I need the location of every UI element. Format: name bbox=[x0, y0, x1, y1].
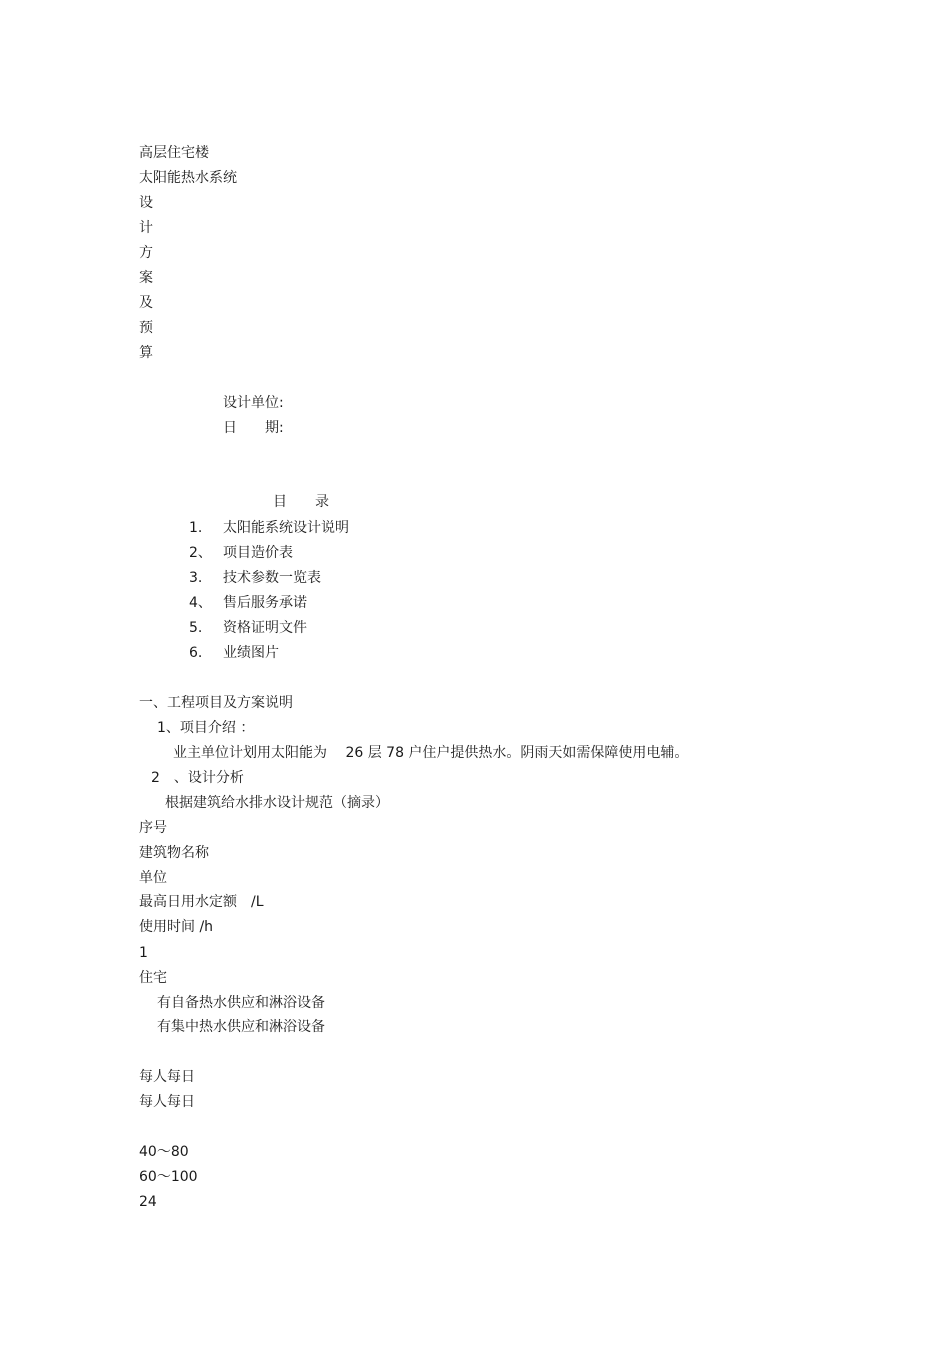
cover-title-char: 方 bbox=[139, 245, 153, 261]
table-header-quota: 最高日用水定额 /L bbox=[139, 894, 264, 910]
table-header-no: 序号 bbox=[139, 820, 167, 836]
section1-sub2-text: 根据建筑给水排水设计规范（摘录） bbox=[165, 795, 389, 811]
table-quota: 60～100 bbox=[139, 1169, 198, 1185]
toc-item-label: 售后服务承诺 bbox=[223, 595, 307, 611]
toc-item-label: 业绩图片 bbox=[223, 645, 279, 661]
toc-item-number: 3. bbox=[189, 570, 203, 586]
table-sub-item: 有自备热水供应和淋浴设备 bbox=[157, 995, 325, 1011]
table-header-building: 建筑物名称 bbox=[139, 845, 209, 861]
table-header-hours: 使用时间 /h bbox=[139, 919, 214, 935]
cover-title-char: 计 bbox=[139, 220, 153, 236]
section1-heading: 一、工程项目及方案说明 bbox=[139, 695, 293, 711]
table-hours: 24 bbox=[139, 1194, 157, 1210]
cover-title-line1: 高层住宅楼 bbox=[139, 145, 209, 161]
table-row-number: 1 bbox=[139, 945, 148, 961]
design-unit-label: 设计单位: bbox=[223, 395, 284, 411]
toc-item-number: 4、 bbox=[189, 595, 212, 611]
toc-item-label: 资格证明文件 bbox=[223, 620, 307, 636]
toc-item-number: 6. bbox=[189, 645, 203, 661]
toc-item-number: 2、 bbox=[189, 545, 212, 561]
cover-title-char: 算 bbox=[139, 345, 153, 361]
date-label: 日 期: bbox=[223, 420, 284, 436]
toc-item-label: 技术参数一览表 bbox=[223, 570, 321, 586]
cover-title-char: 及 bbox=[139, 295, 153, 311]
toc-item-label: 太阳能系统设计说明 bbox=[223, 520, 349, 536]
table-building-name: 住宅 bbox=[139, 970, 167, 986]
cover-title-char: 设 bbox=[139, 195, 153, 211]
cover-title-char: 预 bbox=[139, 320, 153, 336]
toc-item-label: 项目造价表 bbox=[223, 545, 293, 561]
cover-title-line2: 太阳能热水系统 bbox=[139, 170, 237, 186]
table-header-unit: 单位 bbox=[139, 870, 167, 886]
section1-sub2-heading: 2 、设计分析 bbox=[151, 770, 244, 786]
section1-sub1-heading: 1、项目介绍 ： bbox=[157, 720, 255, 736]
table-unit: 每人每日 bbox=[139, 1069, 195, 1085]
toc-item-number: 5. bbox=[189, 620, 203, 636]
table-unit: 每人每日 bbox=[139, 1094, 195, 1110]
toc-item-number: 1. bbox=[189, 520, 203, 536]
table-sub-item: 有集中热水供应和淋浴设备 bbox=[157, 1019, 325, 1035]
table-quota: 40～80 bbox=[139, 1144, 189, 1160]
cover-title-char: 案 bbox=[139, 270, 153, 286]
section1-sub1-text: 业主单位计划用太阳能为 26 层 78 户住户提供热水。阴雨天如需保障使用电辅。 bbox=[173, 745, 689, 761]
toc-heading: 目 录 bbox=[273, 494, 329, 510]
